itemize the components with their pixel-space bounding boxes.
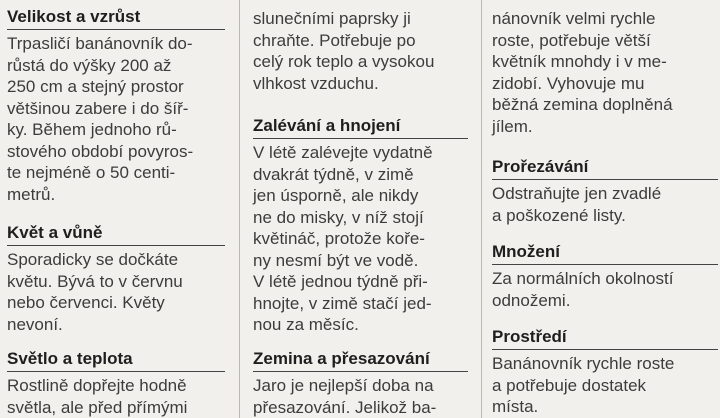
section-body [7, 375, 225, 418]
section-heading: Světlo a teplota [7, 348, 225, 372]
section-heading: Zalévání a hnojení [253, 115, 468, 139]
text-line: dvakrát týdně, v zimě [253, 164, 414, 184]
text-line: slunečními paprsky ji [253, 9, 411, 28]
text-line: většinou zabere i do šíř- [7, 98, 189, 118]
section-body [253, 375, 468, 418]
text-line: květník mnohdy i v me- [492, 52, 667, 71]
text-line: ne do misky, v níž stojí [253, 207, 424, 227]
text-line: te nejméně o 50 centi- [7, 163, 176, 182]
section-heading: Množení [492, 241, 718, 265]
text-line: nánovník velmi rychle [492, 9, 656, 28]
section-heading: Prořezávání [492, 156, 718, 180]
text-line: nebo červenci. Květy [7, 293, 165, 312]
text-line: Trpasličí banánovník do- [7, 34, 193, 53]
section-heading: Velikost a vzrůst [7, 6, 225, 30]
text-line: Banánovník rychle roste [492, 354, 675, 373]
text-line: Za normálních okolností [492, 269, 674, 288]
text-line: roste, potřebuje větší [492, 30, 651, 50]
text-line: V létě zalévejte vydatně [253, 143, 433, 162]
section-prostredi [492, 326, 718, 418]
section-mnozeni [492, 241, 718, 311]
section-zemina-a-presazovani [253, 348, 468, 418]
section-body [492, 353, 718, 418]
section-heading: Květ a vůně [7, 222, 225, 246]
section-prorezavani [492, 156, 718, 226]
text-line: 250 cm a stejný prostor [7, 77, 184, 96]
text-line: přesazování. Jelikož ba- [253, 397, 437, 417]
section-body [253, 142, 468, 336]
section-body [7, 249, 225, 335]
text-line: V létě jednou týdně při- [253, 272, 428, 291]
text-line: chraňte. Potřebuje po [253, 30, 416, 50]
text-line: růstá do výšky 200 až [7, 55, 172, 75]
section-continuation [492, 8, 718, 137]
section-body [253, 8, 468, 94]
text-line: ky. Během jednoho rů- [7, 120, 177, 139]
text-line: celý rok teplo a vysokou [253, 52, 435, 71]
text-line: Sporadicky se dočkáte [7, 250, 179, 269]
text-line: květu. Bývá to v červnu [7, 271, 183, 291]
text-line: nou za měsíc. [253, 315, 359, 334]
text-line: zidobí. Vyhovuje mu [492, 73, 645, 93]
text-line: a poškozené listy. [492, 205, 626, 225]
column-divider [239, 0, 240, 418]
text-line: vlhkost vzduchu. [253, 73, 379, 93]
text-line: jílem. [492, 116, 533, 136]
text-line: metrů. [7, 184, 56, 204]
section-velikost-a-vzrust [7, 6, 225, 205]
text-line: Odstraňujte jen zvadlé [492, 184, 662, 203]
column-divider [481, 0, 482, 418]
section-continuation [253, 8, 468, 94]
text-line: ny nesmí být ve vodě. [253, 250, 419, 270]
text-line: světla, ale před přímými [7, 397, 188, 417]
text-line: hnojte, v zimě stačí jed- [253, 293, 432, 313]
section-body [492, 183, 718, 226]
text-line: Jaro je nejlepší doba na [253, 376, 434, 395]
text-line: běžná zemina doplněná [492, 95, 673, 114]
text-line: odnožemi. [492, 290, 571, 310]
section-body [492, 268, 718, 311]
section-zalevani-a-hnojeni [253, 115, 468, 336]
text-line: stového období povyros- [7, 141, 194, 161]
text-line: nevoní. [7, 314, 63, 334]
section-svetlo-a-teplota [7, 348, 225, 418]
text-line: a potřebuje dostatek [492, 375, 647, 395]
section-body [492, 8, 718, 137]
section-heading: Prostředí [492, 326, 718, 350]
text-line: květináč, protože koře- [253, 229, 425, 248]
text-line: místa. [492, 397, 539, 416]
text-line: jen úsporně, ale nikdy [253, 186, 419, 205]
text-line: Rostlině dopřejte hodně [7, 376, 187, 395]
section-kvet-a-vune [7, 222, 225, 335]
section-body [7, 33, 225, 205]
section-heading: Zemina a přesazování [253, 348, 468, 372]
